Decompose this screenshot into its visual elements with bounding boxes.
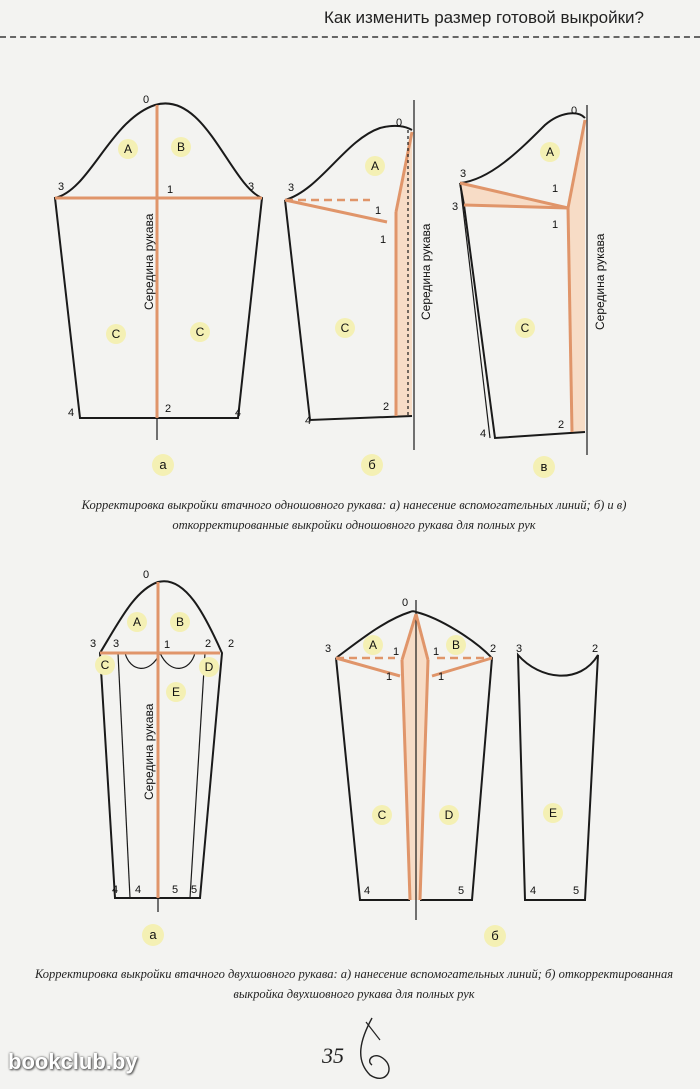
fig2b-zone-a (363, 635, 383, 655)
svg-text:C: C (340, 321, 350, 335)
svg-text:A: A (545, 145, 555, 159)
fig1v-center-label: Середина рукава (593, 233, 607, 330)
svg-text:D: D (204, 660, 214, 674)
svg-text:а: а (159, 457, 167, 472)
fig2a-panel-label (142, 924, 164, 946)
svg-text:A: A (370, 159, 380, 173)
fig2a-point-1: 1 (164, 639, 171, 651)
fig1b-panel-label (361, 454, 383, 476)
fig1a-point-2: 2 (165, 403, 172, 415)
fig1v-panel-label (533, 456, 555, 478)
fig2a-point-4-inner: 4 (135, 884, 142, 896)
fig1b-zone-c (335, 318, 355, 338)
fig2-panel-a (90, 569, 234, 946)
fig1b-zone-a (365, 156, 385, 176)
fig1a-point-4-left: 4 (68, 407, 75, 419)
fig1a-zone-c-left (106, 324, 126, 344)
fig2b-point-1-b: 1 (386, 671, 393, 683)
fig1v-point-3-lower: 3 (452, 201, 459, 213)
figure1-caption: Корректировка выкройки втачного одношовного рукава: а) нанесение вспомогательных линий; б) и в) откорректированные выкройки одношовного рукава для полных рук (81, 498, 627, 532)
site-watermark-logo: bookclub.by (8, 1049, 138, 1074)
page-number: 35 (322, 1043, 344, 1068)
svg-text:б: б (491, 928, 499, 943)
fig2a-center-label: Середина рукава (142, 703, 156, 800)
fig1b-point-4: 4 (305, 415, 312, 427)
svg-text:A: A (132, 615, 142, 629)
fig2b-zone-c (372, 805, 392, 825)
fig1v-point-1-upper: 1 (552, 183, 559, 195)
fig2a-point-0: 0 (143, 569, 150, 581)
fig2a-zone-e (166, 682, 186, 702)
fig2b-panel-label (484, 925, 506, 947)
fig2a-point-3-inner: 3 (113, 638, 120, 650)
fig2b-point-3-left: 3 (325, 643, 332, 655)
fig2b-point-5-right: 5 (573, 885, 580, 897)
fig1v-point-2: 2 (558, 419, 565, 431)
fig1a-point-1: 1 (167, 184, 174, 196)
svg-text:E: E (171, 685, 181, 699)
svg-text:A: A (123, 142, 133, 156)
fig1a-point-3-right: 3 (248, 181, 255, 193)
fig1v-zone-a (540, 142, 560, 162)
fig2b-point-1-c: 1 (433, 646, 440, 658)
fig2a-zone-c (95, 655, 115, 675)
fig2-panel-b (325, 597, 598, 947)
fig2b-point-3-right: 3 (516, 643, 523, 655)
svg-text:A: A (368, 638, 378, 652)
fig2b-zone-d (439, 805, 459, 825)
fig1a-point-0: 0 (143, 94, 150, 106)
svg-text:в: в (540, 459, 548, 474)
svg-text:B: B (176, 140, 186, 154)
fig1a-zone-c-right (190, 322, 210, 342)
fig1b-point-2: 2 (383, 401, 390, 413)
fig1v-point-0: 0 (571, 105, 578, 117)
fig1b-point-1-lower: 1 (380, 234, 387, 246)
svg-text:C: C (111, 327, 121, 341)
fig2b-zone-e (543, 803, 563, 823)
fig1a-panel-label (152, 454, 174, 476)
fig1v-zone-c (515, 318, 535, 338)
fig1b-point-0: 0 (396, 117, 403, 129)
fig1a-zone-a (118, 139, 138, 159)
fig2b-point-0: 0 (402, 597, 409, 609)
fig1-panel-a (55, 94, 262, 476)
fig1v-point-1-lower: 1 (552, 219, 559, 231)
fig2b-point-1-d: 1 (438, 671, 445, 683)
page-header-title: Как изменить размер готовой выкройки? (324, 8, 644, 27)
svg-text:а: а (149, 927, 157, 942)
fig2a-point-5-outer: 5 (191, 884, 198, 896)
fig1-panel-b (285, 100, 433, 476)
fig2a-point-3-outer: 3 (90, 638, 97, 650)
fig2b-point-1-a: 1 (393, 646, 400, 658)
fig1a-point-4-right: 4 (235, 407, 242, 419)
svg-text:B: B (451, 638, 461, 652)
svg-text:E: E (548, 806, 558, 820)
fig1b-point-3: 3 (288, 182, 295, 194)
svg-text:C: C (520, 321, 530, 335)
fig1a-point-3-left: 3 (58, 181, 65, 193)
fig2a-zone-a (127, 612, 147, 632)
fig1v-point-3-upper: 3 (460, 168, 467, 180)
svg-text:C: C (377, 808, 387, 822)
fig2a-point-2-inner: 2 (205, 638, 212, 650)
fig1a-zone-b (171, 137, 191, 157)
svg-text:C: C (100, 658, 110, 672)
fig2b-point-2-left: 2 (490, 643, 497, 655)
fig2b-point-4-right: 4 (530, 885, 537, 897)
fig2b-point-2-right: 2 (592, 643, 599, 655)
fig2a-point-5-inner: 5 (172, 884, 179, 896)
svg-text:б: б (368, 457, 376, 472)
figure2-caption: Корректировка выкройки втачного двухшовного рукава: а) нанесение вспомогательных линий; б) откорректированная выкройка двухшовного рукава для полных рук (34, 967, 674, 1001)
fig1a-center-label: Середина рукава (142, 213, 156, 310)
fig2b-point-4-left: 4 (364, 885, 371, 897)
needle-thread-icon (361, 1018, 389, 1078)
svg-text:D: D (444, 808, 454, 822)
fig1-panel-v (452, 105, 607, 478)
svg-text:B: B (175, 615, 185, 629)
fig2a-point-4-outer: 4 (112, 884, 119, 896)
fig1b-point-1-upper: 1 (375, 205, 382, 217)
fig2a-zone-d (199, 657, 219, 677)
svg-text:C: C (195, 325, 205, 339)
fig2a-point-2-outer: 2 (228, 638, 235, 650)
fig1b-center-label: Середина рукава (419, 223, 433, 320)
fig2b-zone-b (446, 635, 466, 655)
fig2a-zone-b (170, 612, 190, 632)
fig2b-point-5-left: 5 (458, 885, 465, 897)
fig1v-point-4: 4 (480, 428, 487, 440)
